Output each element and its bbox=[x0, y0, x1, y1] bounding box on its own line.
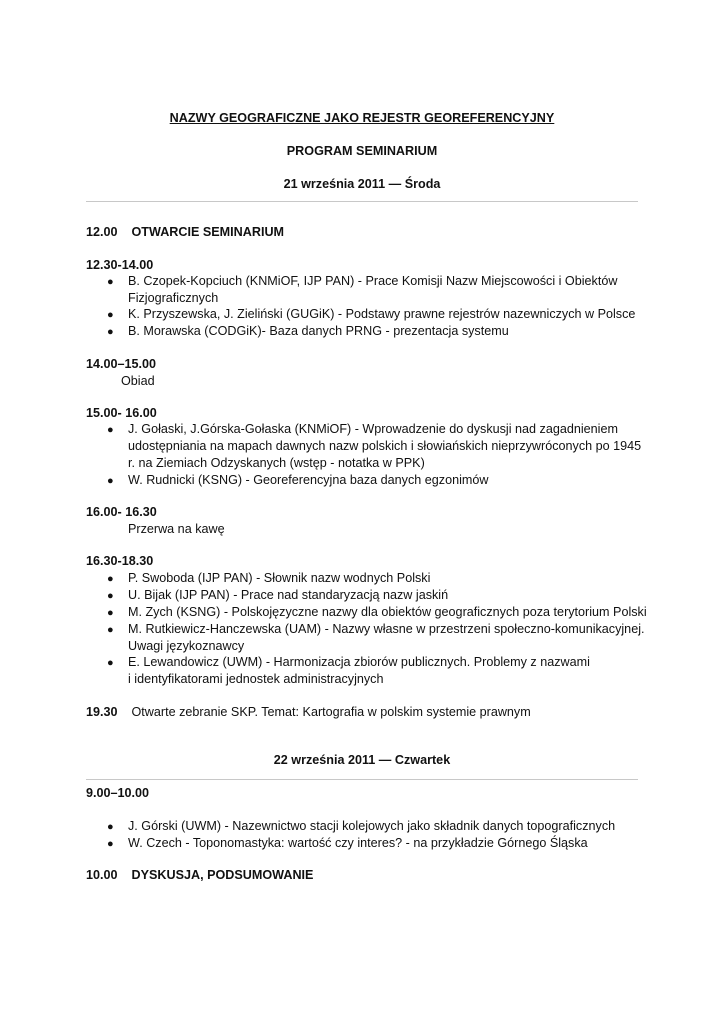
list-item: K. Przyszewska, J. Zieliński (GUGiK) - Podstawy prawne rejestrów nazewniczych w Polsce bbox=[128, 307, 636, 321]
day2-date: 22 września 2011 — Czwartek bbox=[273, 753, 451, 767]
bullet-icon: ● bbox=[107, 309, 114, 321]
list-item: B. Czopek-Kopciuch (KNMiOF, IJP PAN) - Prace Komisji Nazw Miejscowości i Obiektów bbox=[128, 274, 618, 288]
session-label: OTWARCIE SEMINARIUM bbox=[131, 225, 285, 239]
list-item-continuation: udostępniania na mapach dawnych nazw polskich i słowiańskich nieprzywróconych po 1945 bbox=[128, 439, 642, 453]
list-item: J. Górski (UWM) - Nazewnictwo stacji kolejowych jako składnik danych topograficznych bbox=[128, 819, 616, 833]
bullet-icon: ● bbox=[107, 573, 114, 585]
session-label: Otwarte zebranie SKP. Temat: Kartografia w polskim systemie prawnym bbox=[131, 705, 531, 719]
list-item-continuation: Fizjograficznych bbox=[128, 291, 219, 305]
session-time: 16.00- 16.30 bbox=[86, 505, 157, 519]
list-item: M. Zych (KSNG) - Polskojęzyczne nazwy dla obiektów geograficznych poza terytorium Polski bbox=[128, 605, 647, 619]
session-label: Przerwa na kawę bbox=[128, 522, 225, 536]
day1-divider bbox=[86, 201, 638, 202]
bullet-icon: ● bbox=[107, 326, 114, 338]
session-time: 15.00- 16.00 bbox=[86, 406, 157, 420]
list-item: B. Morawska (CODGiK)- Baza danych PRNG - prezentacja systemu bbox=[128, 324, 509, 338]
bullet-icon: ● bbox=[107, 590, 114, 602]
session-12-00 bbox=[86, 224, 284, 241]
list-item: J. Gołaski, J.Górska-Gołaska (KNMiOF) - Wprowadzenie do dyskusji nad zagadnieniem bbox=[128, 422, 618, 436]
bullet-icon: ● bbox=[107, 624, 114, 636]
day2-divider bbox=[86, 779, 638, 780]
list-item: W. Rudnicki (KSNG) - Georeferencyjna baza danych egzonimów bbox=[128, 473, 489, 487]
document-title: NAZWY GEOGRAFICZNE JAKO REJESTR GEOREFERENCYJNY bbox=[169, 111, 555, 125]
session-label: DYSKUSJA, PODSUMOWANIE bbox=[131, 868, 314, 882]
list-item: M. Rutkiewicz-Hanczewska (UAM) - Nazwy własne w przestrzeni społeczno-komunikacyjnej. bbox=[128, 622, 645, 636]
session-10-00 bbox=[86, 867, 313, 884]
session-time: 12.00 bbox=[86, 225, 118, 239]
document-subtitle: PROGRAM SEMINARIUM bbox=[286, 144, 438, 158]
session-label: Obiad bbox=[121, 374, 155, 388]
session-19-30 bbox=[86, 704, 531, 721]
session-time: 12.30-14.00 bbox=[86, 258, 154, 272]
list-item: W. Czech - Toponomastyka: wartość czy interes? - na przykładzie Górnego Śląska bbox=[128, 836, 588, 850]
session-time: 10.00 bbox=[86, 868, 118, 882]
list-item: P. Swoboda (IJP PAN) - Słownik nazw wodnych Polski bbox=[128, 571, 431, 585]
list-item-continuation: i identyfikatorami jednostek administracyjnych bbox=[128, 672, 384, 686]
bullet-icon: ● bbox=[107, 821, 114, 833]
list-item-continuation: Uwagi językoznawcy bbox=[128, 639, 245, 653]
bullet-icon: ● bbox=[107, 424, 114, 436]
day1-date: 21 września 2011 — Środa bbox=[283, 177, 441, 191]
session-time: 9.00–10.00 bbox=[86, 786, 150, 800]
bullet-icon: ● bbox=[107, 607, 114, 619]
list-item: U. Bijak (IJP PAN) - Prace nad standaryzacją nazw jaskiń bbox=[128, 588, 449, 602]
bullet-icon: ● bbox=[107, 475, 114, 487]
session-time: 16.30-18.30 bbox=[86, 554, 154, 568]
list-item-continuation: r. na Ziemiach Odzyskanych (wstęp - notatka w PPK) bbox=[128, 456, 425, 470]
list-item: E. Lewandowicz (UWM) - Harmonizacja zbiorów publicznych. Problemy z nazwami bbox=[128, 655, 590, 669]
bullet-icon: ● bbox=[107, 657, 114, 669]
session-time: 19.30 bbox=[86, 705, 118, 719]
bullet-icon: ● bbox=[107, 276, 114, 288]
session-time: 14.00–15.00 bbox=[86, 357, 157, 371]
bullet-icon: ● bbox=[107, 838, 114, 850]
